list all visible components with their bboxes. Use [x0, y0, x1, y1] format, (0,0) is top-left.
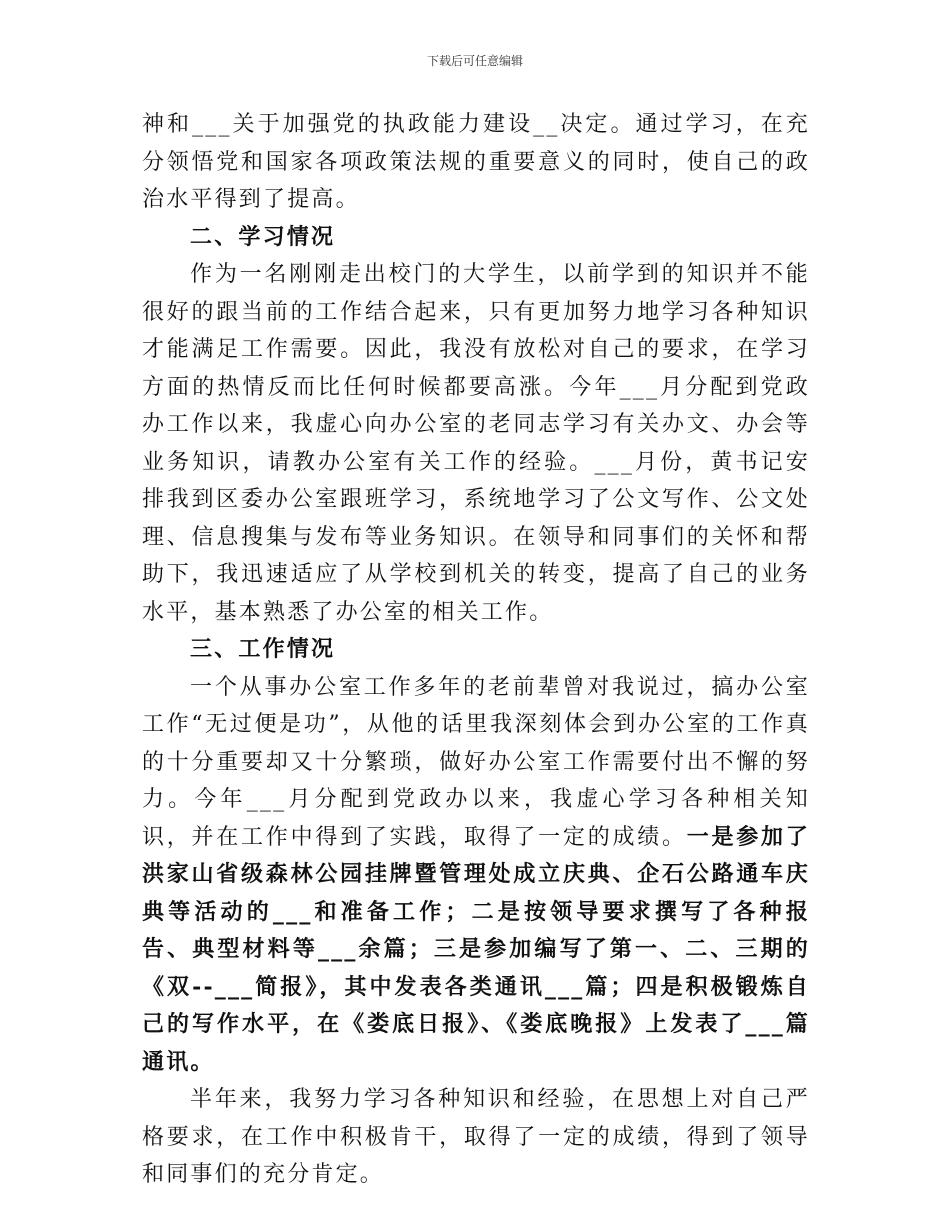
paragraph-work-text: 一个从事办公室工作多年的老前辈曾对我说过，搞办公室工作“无过便是功”，从他的话里我深刻体会到办公室的工作真的十分重要却又十分繁琐，做好办公室工作需要付出不懈的努力。今年___月分配到党政办以来，我虚心学习各种相关知识，并在工作中得到了实践，取得了一定的成绩。 — [142, 674, 810, 850]
paragraph-work — [142, 669, 810, 1082]
paragraph-work-bold-achievements: 一是参加了洪家山省级森林公园挂牌暨管理处成立庆典、企石公路通车庆典等活动的___和准备工作；二是按领导要求撰写了各种报告、典型材料等___余篇；三是参加编写了第一、二、三期的《双--___简报》，其中发表各类通讯___篇；四是积极锻炼自己的写作水平，在《娄底日报》、《娄底晚报》上发表了___篇通讯。 — [142, 823, 810, 1075]
section-heading-work: 三、工作情况 — [190, 636, 336, 662]
document-body — [142, 106, 810, 1194]
page-header: 下载后可任意编辑 — [426, 54, 523, 68]
paragraph-study: 作为一名刚刚走出校门的大学生，以前学到的知识并不能很好的跟当前的工作结合起来，只有更加努力地学习各种知识才能满足工作需要。因此，我没有放松对自己的要求，在学习方面的热情反而比任何时候都要高涨。今年___月分配到党政办工作以来，我虚心向办公室的老同志学习有关办文、办会等业务知识，请教办公室有关工作的经验。___月份，黄书记安排我到区委办公室跟班学习，系统地学习了公文写作、公文处理、信息搜集与发布等业务知识。在领导和同事们的关怀和帮助下，我迅速适应了从学校到机关的转变，提高了自己的业务水平，基本熟悉了办公室的相关工作。 — [142, 262, 810, 625]
section-heading-study: 二、学习情况 — [190, 223, 336, 250]
paragraph-summary: 半年来，我努力学习各种知识和经验，在思想上对自己严格要求，在工作中积极肯干，取得了一定的成绩，得到了领导和同事们的充分肯定。 — [142, 1087, 810, 1187]
paragraph-continuation: 神和___关于加强党的执政能力建设__决定。通过学习，在充分领悟党和国家各项政策法规的重要意义的同时，使自己的政治水平得到了提高。 — [142, 112, 810, 212]
